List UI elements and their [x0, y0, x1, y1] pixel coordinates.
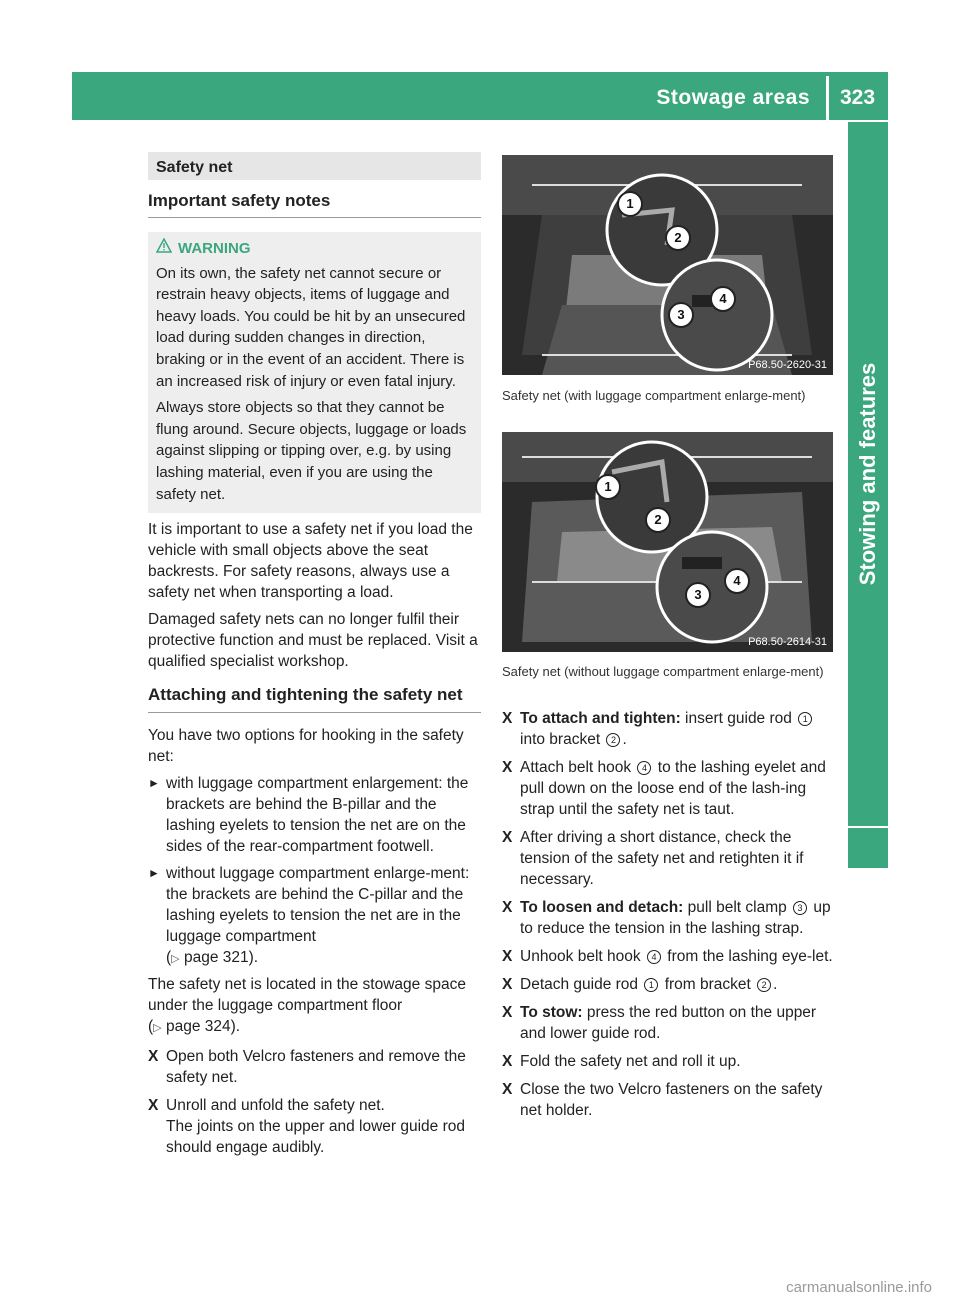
callout-2: 2	[645, 507, 671, 533]
triangle-right-icon: ►	[148, 776, 160, 791]
paragraph: You have two options for hooking in the safety net:	[148, 727, 464, 766]
x-step-icon: X	[502, 1081, 513, 1098]
section-title: Safety net	[148, 152, 481, 180]
footer-watermark: carmanualsonline.info	[786, 1279, 932, 1296]
right-steps	[502, 708, 836, 1121]
x-step-icon: X	[502, 948, 513, 965]
callout-1: 1	[595, 474, 621, 500]
side-tab-marker	[848, 828, 888, 868]
step-text: Close the two Velcro fasteners on the safety net holder.	[520, 1081, 823, 1119]
subheading-attaching: Attaching and tightening the safety net	[148, 684, 481, 713]
warning-text-1: On its own, the safety net cannot secure or restrain heavy objects, items of luggage and heavy loads. You could be hit by an unsecured load during sudden changes in direction, braking or in the event of an accident. There is an increased risk of injury or even fatal injury.	[156, 264, 466, 390]
callout-ref-3: 3	[793, 901, 807, 915]
page-number: 323	[840, 86, 876, 109]
safety-net-photo-without-enlargement	[502, 432, 833, 652]
list-item-text: without luggage compartment enlarge-ment: the brackets are behind the C-pillar and the lashing eyelets to tension the net are in the luggage compartment	[166, 865, 470, 946]
warning-label: WARNING	[178, 240, 251, 257]
step-item	[148, 1046, 481, 1088]
step-item	[502, 827, 836, 890]
callout-2: 2	[665, 225, 691, 251]
warning-header	[156, 238, 473, 260]
step-item	[148, 1095, 481, 1158]
photo-code: P68.50-2614-31	[748, 636, 827, 648]
x-step-icon: X	[502, 899, 513, 916]
step-item: X Detach guide rod 1 from bracket 2 .	[502, 976, 778, 993]
x-step-icon: X	[502, 759, 513, 776]
photo-code: P68.50-2620-31	[748, 359, 827, 371]
step-text: Attach belt hook	[520, 759, 632, 776]
step-text: press the red button on the upper and lower guide rod.	[520, 1004, 817, 1042]
step-item	[502, 1051, 836, 1072]
step-text: from the lashing eye-let.	[667, 948, 833, 965]
step-text: insert guide rod	[685, 710, 792, 727]
callout-ref-1: 1	[644, 978, 658, 992]
warning-triangle-icon	[156, 238, 172, 260]
paragraph: The safety net is located in the stowage space under the luggage compartment floor (▷ page 324).	[148, 976, 466, 1036]
step-text: Detach guide rod	[520, 976, 639, 993]
triangle-right-icon: ►	[148, 866, 160, 881]
luggage-compartment-illustration	[502, 432, 833, 652]
step-detail: The joints on the upper and lower guide rod should engage audibly.	[166, 1118, 466, 1157]
step-item	[502, 757, 836, 820]
warning-text-2: Always store objects so that they cannot be flung around. Secure objects, luggage or loads against slipping or tipping over, e.g. by using lashing material, even if you are using the safety net.	[156, 399, 467, 503]
luggage-compartment-illustration	[502, 155, 833, 375]
side-tab-label: Stowing and features	[855, 362, 880, 586]
step-label: To loosen and detach:	[520, 899, 684, 916]
x-step-icon: X	[502, 1053, 513, 1070]
x-step-icon: X	[148, 1097, 159, 1115]
step-text: to the lashing eyelet and pull down on the loose end of the lash-ing strap until the safety net is taut.	[520, 759, 826, 818]
x-step-icon: X	[502, 976, 513, 993]
step-text: After driving a short distance, check the tension of the safety net and retighten it if necessary.	[520, 829, 804, 888]
paragraph: Damaged safety nets can no longer fulfil their protective function and must be replaced. Visit a qualified specialist workshop.	[148, 611, 478, 671]
callout-4: 4	[724, 568, 750, 594]
step-text: into bracket	[520, 731, 601, 748]
step-text: Unroll and unfold the safety net.	[166, 1097, 385, 1115]
page-ref-arrow-icon: ▷	[171, 953, 180, 966]
page-reference-link[interactable]: page 321).	[183, 949, 259, 967]
paragraph: It is important to use a safety net if you load the vehicle with small objects above the seat backrests. For safety reasons, always use a safety net when transporting a load.	[148, 521, 473, 602]
step-label: To stow:	[520, 1004, 583, 1021]
page-ref-arrow-icon: ▷	[153, 1022, 162, 1035]
list-item	[148, 773, 481, 857]
step-text: from bracket	[664, 976, 751, 993]
callout-3: 3	[685, 582, 711, 608]
list-item: ► without luggage compartment enlarge-ment: the brackets are behind the C-pillar and the lashing eyelets to tension the net are in the luggage compartment (▷ page 321).	[148, 865, 470, 967]
warning-box	[148, 232, 481, 513]
callout-3: 3	[668, 302, 694, 328]
callout-1: 1	[617, 191, 643, 217]
x-step-icon: X	[502, 1004, 513, 1021]
step-item	[502, 897, 836, 939]
paragraph-text: The safety net is located in the stowage space under the luggage compartment floor	[148, 976, 466, 1015]
step-text: up to reduce the tension in the lashing strap.	[520, 899, 831, 937]
callout-ref-1: 1	[798, 712, 812, 726]
step-text: Fold the safety net and roll it up.	[520, 1053, 741, 1070]
callout-4: 4	[710, 286, 736, 312]
x-step-icon: X	[502, 829, 513, 846]
callout-ref-2: 2	[757, 978, 771, 992]
step-item	[502, 946, 836, 967]
header-title: Stowage areas	[656, 86, 810, 109]
subheading-safety-notes: Important safety notes	[148, 190, 481, 218]
step-label: To attach and tighten:	[520, 710, 681, 727]
photo-caption: Safety net (without luggage compartment enlarge-ment)	[502, 664, 824, 679]
header-divider	[826, 76, 829, 120]
callout-ref-4: 4	[637, 761, 651, 775]
x-step-icon: X	[502, 710, 513, 727]
step-text: Unhook belt hook	[520, 948, 641, 965]
callout-ref-4: 4	[647, 950, 661, 964]
callout-ref-2: 2	[606, 733, 620, 747]
x-step-icon: X	[148, 1048, 159, 1066]
photo-caption: Safety net (with luggage compartment enlarge-ment)	[502, 388, 806, 403]
safety-net-photo-with-enlargement	[502, 155, 833, 375]
page-reference-link[interactable]: page 324).	[165, 1018, 241, 1036]
step-item	[502, 1079, 836, 1121]
step-text: Open both Velcro fasteners and remove the safety net.	[166, 1048, 466, 1087]
step-item	[502, 1002, 836, 1044]
list-item-text: with luggage compartment enlargement: the brackets are behind the B-pillar and the lashing eyelets to tension the net are on the sides of the rear-compartment footwell.	[166, 775, 469, 856]
step-text: pull belt clamp	[687, 899, 787, 916]
left-column	[148, 152, 481, 1158]
step-item: X To attach and tighten: insert guide rod 1 into bracket 2 .	[502, 708, 836, 750]
side-tab	[848, 122, 888, 826]
